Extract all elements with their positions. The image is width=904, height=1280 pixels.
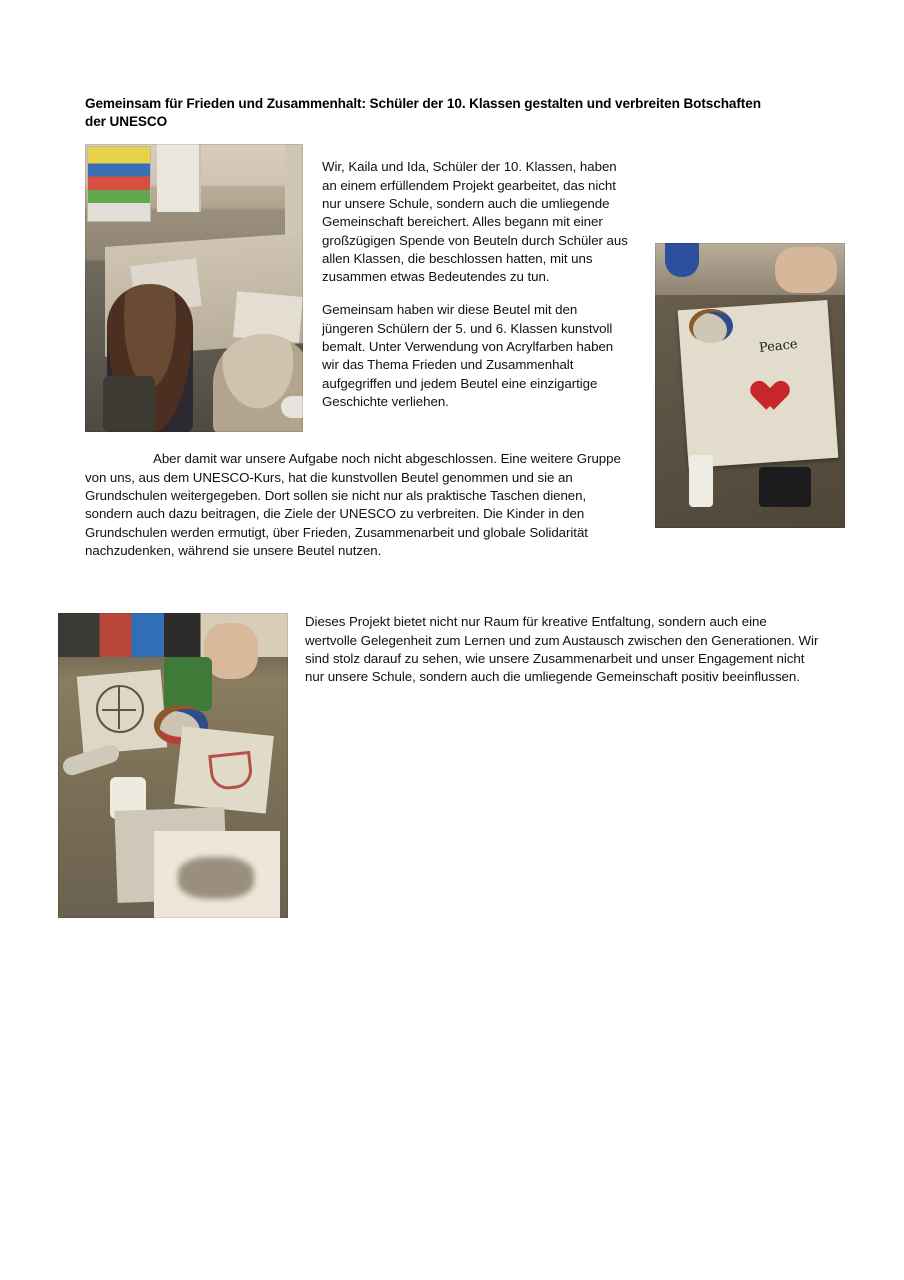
body-paragraph-4: Dieses Projekt bietet nicht nur Raum für kreative Entfaltung, sondern auch eine wertvolle Gelegenheit zum Lernen und zum Austausch zwischen den Generationen. Wir sind stolz darauf zu sehen, wie unsere Zusammenarbeit und unser Engagement nicht nur unsere Schule, sondern auch die umliegende Gemeinschaft positiv beeinflussen.: [305, 614, 819, 685]
photo-frame: [58, 613, 288, 918]
peace-bag-photo: [655, 243, 845, 528]
body-paragraph-3: Aber damit war unsere Aufgabe noch nicht abgeschlossen. Eine weitere Gruppe von uns, aus dem UNESCO-Kurs, hat die kunstvollen Beutel genommen und sie an Grundschulen weitergegeben. Dort sollen sie nicht nur als praktische Taschen dienen, sondern auch dazu beitragen, die Ziele der UNESCO zu verbreiten. Die Kinder in den Grundschulen werden ermutigt, über Frieden, Zusammenarbeit und globale Solidarität nachzudenken, während sie unsere Beutel nutzen.: [85, 451, 621, 559]
body-paragraph-1: Wir, Kaila und Ida, Schüler der 10. Klassen, haben an einem erfüllendem Projekt gearbeitet, das nicht nur unsere Schule, sondern auch die umliegende Gemeinschaft bereichert. Alles begann mit einer großzügigen Spende von Beuteln durch Schüler aus allen Klassen, die beschlossen hatten, mit uns zusammen etwas Bedeutendes zu tun.: [322, 159, 628, 285]
photo-frame: [655, 243, 845, 528]
worktable-bags-photo: [58, 613, 288, 918]
peace-word-text: Peace: [758, 337, 799, 356]
body-paragraph-2: Gemeinsam haben wir diese Beutel mit den jüngeren Schülern der 5. und 6. Klassen kunstvoll bemalt. Unter Verwendung von Acrylfarben haben wir das Thema Frieden und Zusammenhalt aufgegriffen und jedem Beutel eine einzigartige Geschichte verliehen.: [322, 302, 614, 410]
page-title: Gemeinsam für Frieden und Zusammenhalt: Schüler der 10. Klassen gestalten und verbreiten Botschaften der UNESCO: [85, 96, 761, 130]
photo-frame: [85, 144, 303, 432]
classroom-painting-photo: [85, 144, 303, 432]
